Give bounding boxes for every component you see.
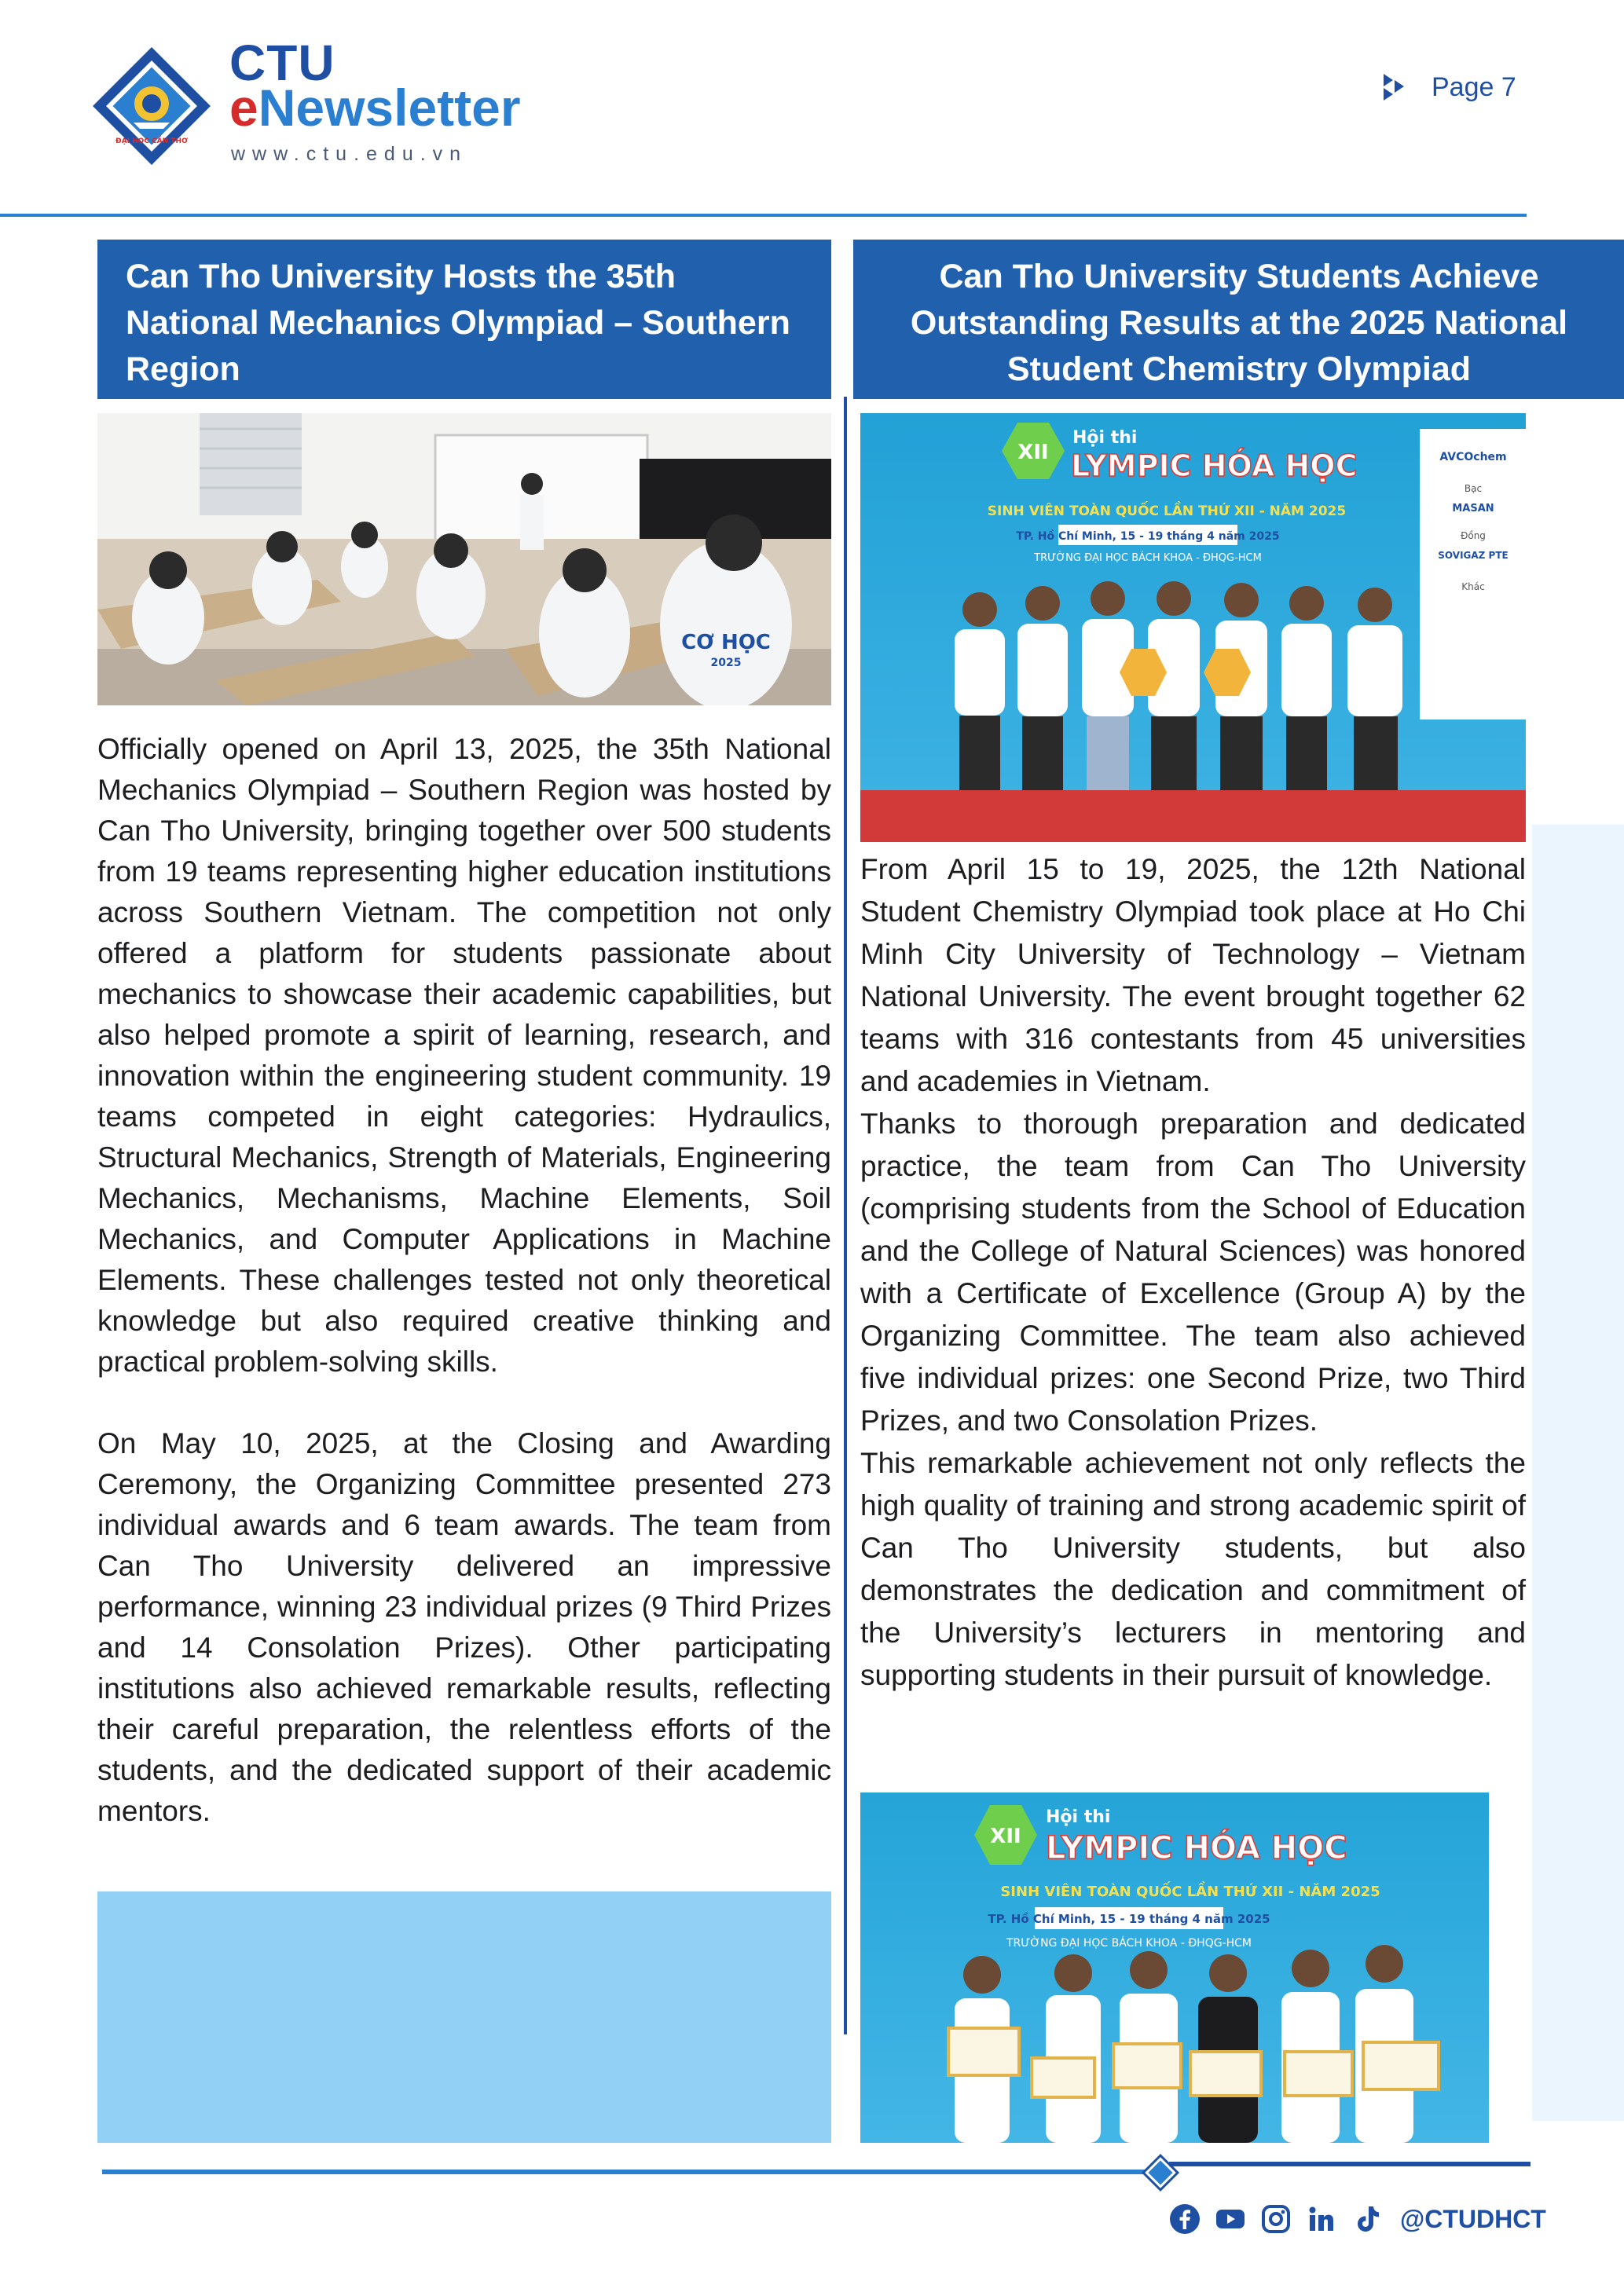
left-bottom-panel <box>97 1891 831 2143</box>
left-article-title: Can Tho University Hosts the 35th National Mechanics Olympiad – Southern Region <box>97 240 831 399</box>
svg-text:SOVIGAZ PTE: SOVIGAZ PTE <box>1438 550 1509 561</box>
svg-text:Đồng: Đồng <box>1461 530 1486 541</box>
svg-text:XII: XII <box>990 1825 1021 1848</box>
brand-e: e <box>229 79 258 137</box>
svg-text:TRƯỜNG ĐẠI HỌC BÁCH KHOA - ĐHQ: TRƯỜNG ĐẠI HỌC BÁCH KHOA - ĐHQG-HCM <box>1006 1937 1252 1950</box>
social-links <box>1169 2199 1546 2239</box>
svg-text:Hội thi: Hội thi <box>1072 428 1138 448</box>
left-paragraph-1: Officially opened on April 13, 2025, the 35th National Mechanics Olympiad – Southern Region was hosted by Can Tho University, bringing together over 500 students from 19 teams representing higher education institutions across Southern Vietnam. The competition not only offered a platform for students passionate about mechanics to showcase their academic capabilities, but also helped promote a spirit of learning, research, and innovation within the engineering student community. 19 teams competed in eight categories: Hydraulics, Structural Mechanics, Strength of Materials, Engineering Mechanics, Mechanisms, Machine Elements, Soil Mechanics, and Computer Applications in Machine Elements. These challenges tested not only theoretical knowledge but also required creative thinking and practical problem-solving skills. <box>97 733 831 1378</box>
svg-text:LYMPIC HÓA HỌC: LYMPIC HÓA HỌC <box>1071 449 1358 483</box>
social-handle[interactable]: @CTUDHCT <box>1400 2204 1546 2233</box>
facebook-icon[interactable] <box>1169 2203 1201 2235</box>
svg-text:Bạc: Bạc <box>1464 483 1483 494</box>
right-article-title: Can Tho University Students Achieve Outstanding Results at the 2025 National Student Chemistry Olympiad <box>853 240 1624 399</box>
right-paragraph-3: This remarkable achievement not only reflects the high quality of training and strong academic spirit of Can Tho University students, but also demonstrates the dedication and commitment of the University’s lecturers in mentoring and supporting students in their pursuit of knowledge. <box>860 1447 1526 1691</box>
svg-text:MASAN: MASAN <box>1452 503 1494 514</box>
website-url[interactable]: www.ctu.edu.vn <box>231 143 468 165</box>
footer-rule-right <box>1169 2162 1531 2166</box>
header-divider <box>0 214 1527 217</box>
right-paragraph-2: Thanks to thorough preparation and dedicated practice, the team from Can Tho University (comprising students from the School of Education and the College of Natural Sciences) was honored with a Certificate of Excellence (Group A) by the Organizing Committee. The team also achieved five individual prizes: one Second Prize, two Third Prizes, and two Consolation Prizes. <box>860 1108 1526 1437</box>
right-paragraph-1: From April 15 to 19, 2025, the 12th National Student Chemistry Olympiad took place at Ho Chi Minh City University of Technology – Vietnam National University. The event brought together 62 teams with 316 contestants from 45 universities and academies in Vietnam. <box>860 853 1526 1097</box>
svg-text:CƠ HỌC: CƠ HỌC <box>681 631 771 654</box>
svg-text:AVCOchem: AVCOchem <box>1439 451 1507 463</box>
left-article-body <box>97 729 831 1832</box>
svg-text:SINH VIÊN TOÀN QUỐC LẦN THỨ XI: SINH VIÊN TOÀN QUỐC LẦN THỨ XII - NĂM 2025 <box>987 504 1347 519</box>
instagram-icon[interactable] <box>1260 2203 1292 2235</box>
svg-text:Hội thi: Hội thi <box>1046 1807 1111 1827</box>
chemistry-awards-photo <box>860 1792 1526 2143</box>
page-marker-icon <box>1379 71 1410 102</box>
brand-enewsletter <box>229 79 521 137</box>
chemistry-team-photo <box>860 413 1526 842</box>
youtube-icon[interactable] <box>1215 2203 1246 2235</box>
svg-text:LYMPIC HÓA HỌC: LYMPIC HÓA HỌC <box>1046 1830 1347 1866</box>
svg-text:SINH VIÊN TOÀN QUỐC LẦN THỨ XI: SINH VIÊN TOÀN QUỐC LẦN THỨ XII - NĂM 2025 <box>1000 1884 1380 1900</box>
ctu-logo <box>93 47 211 165</box>
svg-text:XII: XII <box>1017 441 1049 464</box>
footer-rule-left <box>102 2170 1147 2174</box>
left-paragraph-2: On May 10, 2025, at the Closing and Awarding Ceremony, the Organizing Committee presented 273 individual awards and 6 team awards. The team from Can Tho University delivered an impressive performance, winning 23 individual prizes (9 Third Prizes and 14 Consolation Prizes). Other participating institutions also achieved remarkable results, reflecting their careful preparation, the relentless efforts of the students, and the dedicated support of their academic mentors. <box>97 1427 831 1827</box>
mechanics-exam-photo <box>97 413 831 705</box>
tiktok-icon[interactable] <box>1351 2203 1383 2235</box>
svg-text:Khác: Khác <box>1461 581 1485 592</box>
column-divider <box>844 397 847 2034</box>
brand-newsletter: Newsletter <box>258 79 521 137</box>
linkedin-icon[interactable] <box>1306 2203 1337 2235</box>
right-article-body <box>860 848 1526 1697</box>
svg-text:ĐẠI HỌC CẦN THƠ: ĐẠI HỌC CẦN THƠ <box>115 137 188 145</box>
right-edge-panel <box>1532 825 1624 2121</box>
svg-text:TP. Hồ Chí Minh, 15 - 19 tháng: TP. Hồ Chí Minh, 15 - 19 tháng 4 năm 2025 <box>1016 530 1280 543</box>
svg-text:TP. Hồ Chí Minh, 15 - 19 tháng: TP. Hồ Chí Minh, 15 - 19 tháng 4 năm 2025 <box>988 1912 1270 1926</box>
brand-ctu: CTU <box>229 35 335 91</box>
svg-text:2025: 2025 <box>710 657 742 669</box>
svg-text:TRƯỜNG ĐẠI HỌC BÁCH KHOA - ĐHQ: TRƯỜNG ĐẠI HỌC BÁCH KHOA - ĐHQG-HCM <box>1034 552 1262 564</box>
page-number: Page 7 <box>1432 72 1516 102</box>
